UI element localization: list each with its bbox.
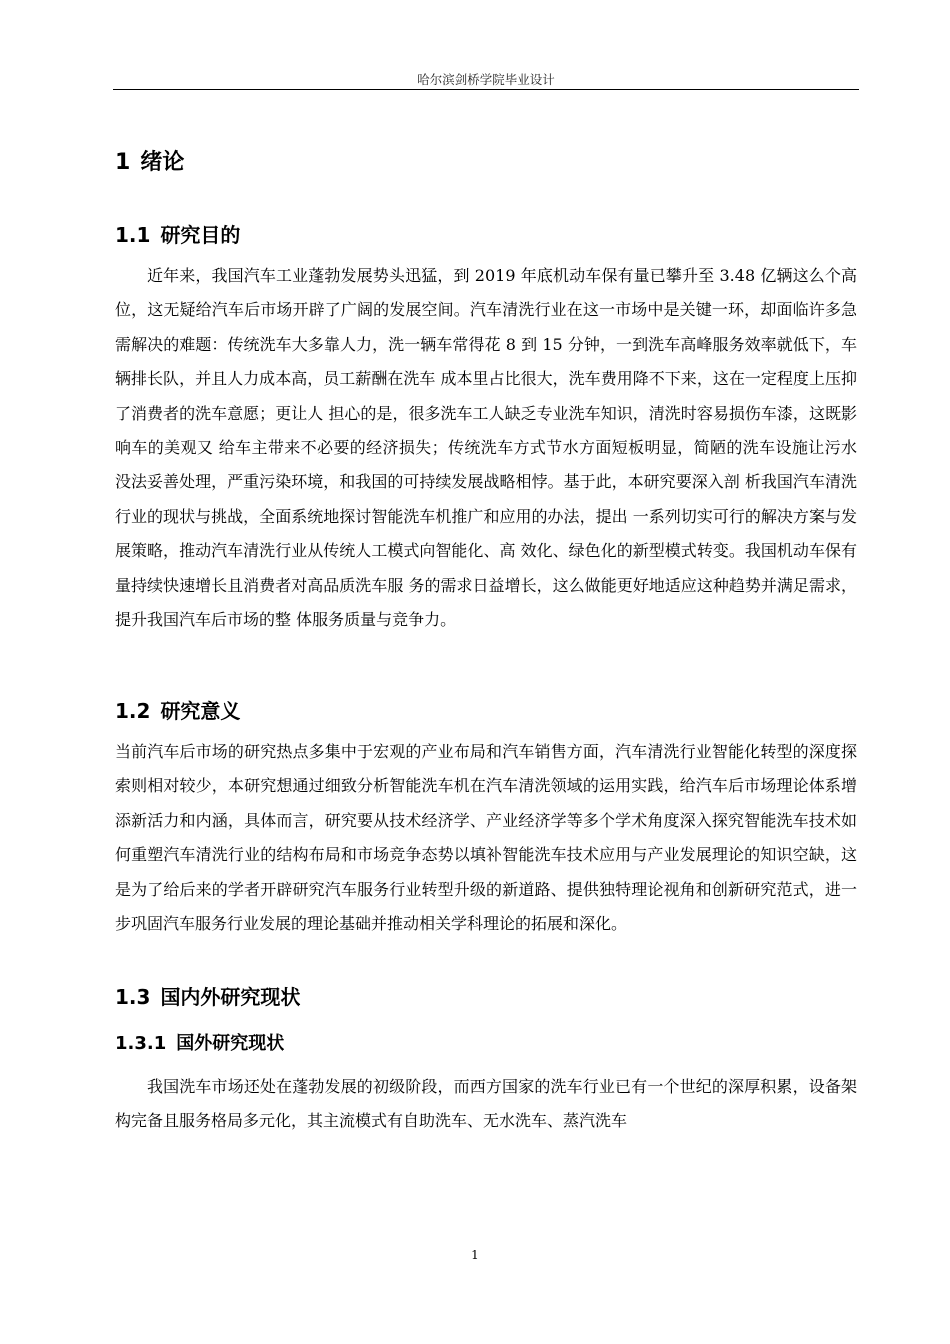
- page-number: 1: [471, 1248, 479, 1262]
- subsection-heading-1-3-1: [115, 1030, 284, 1058]
- chapter-heading: [115, 146, 184, 180]
- section-heading-1-3: [115, 982, 300, 1012]
- section-number: 1.1: [115, 223, 151, 247]
- section-title: 研究意义: [160, 699, 241, 723]
- subsection-title: 国外研究现状: [176, 1033, 285, 1054]
- paragraph-research-significance: 当前汽车后市场的研究热点多集中于宏观的产业布局和汽车销售方面，汽车清洗行业智能化转型的深度探索则相对较少，本研究想通过细致分析智能洗车机在汽车清洗领域的运用实践，给汽车后市场理论体系增添新活力和内涵，具体而言，研究要从技术经济学、产业经济学等多个学术角度深入探究智能洗车技术如何重塑汽车清洗行业的结构布局和市场竞争态势以填补智能洗车技术应用与产业发展理论的知识空缺，这是为了给后来的学者开辟研究汽车服务行业转型升级的新道路、提供独特理论视角和创新研究范式，进一步巩固汽车服务行业发展的理论基础并推动相关学科理论的拓展和深化。: [115, 742, 857, 934]
- header-divider: [113, 89, 859, 90]
- section-number: 1.2: [115, 699, 151, 723]
- paragraph-research-purpose: 近年来，我国汽车工业蓬勃发展势头迅猛，到 2019 年底机动车保有量已攀升至 3.48 亿辆这么个高位，这无疑给汽车后市场开辟了广阔的发展空间。汽车清洗行业在这一市场中是关键一环，却面临许多急需解决的难题：传统洗车大多靠人力，洗一辆车常得花 8 到 15 分钟，一到洗车高峰服务效率就低下，车辆排长队，并且人力成本高，员工薪酬在洗车 成本里占比很大，洗车费用降不下来，这在一定程度上压抑了消费者的洗车意愿；更让人 担心的是，很多洗车工人缺乏专业洗车知识，清洗时容易损伤车漆，这既影响车的美观又 给车主带来不必要的经济损失；传统洗车方式节水方面短板明显，简陋的洗车设施让污水 没法妥善处理，严重污染环境，和我国的可持续发展战略相悖。基于此，本研究要深入剖 析我国汽车清洗行业的现状与挑战，全面系统地探讨智能洗车机推广和应用的办法，提出 一系列切实可行的解决方案与发展策略，推动汽车清洗行业从传统人工模式向智能化、高 效化、绿色化的新型模式转变。我国机动车保有量持续快速增长且消费者对高品质洗车服 务的需求日益增长，这么做能更好地适应这种趋势并满足需求，提升我国汽车后市场的整 体服务质量与竞争力。: [115, 266, 857, 630]
- section-number: 1.3: [115, 985, 151, 1009]
- section-title: 研究目的: [160, 223, 241, 247]
- section-title: 国内外研究现状: [160, 985, 301, 1009]
- chapter-number: 1: [115, 150, 131, 175]
- chapter-title: 绪论: [140, 150, 185, 175]
- paragraph-foreign-research: 我国洗车市场还处在蓬勃发展的初级阶段，而西方国家的洗车行业已有一个世纪的深厚积累，设备架构完备且服务格局多元化，其主流模式有自助洗车、无水洗车、蒸汽洗车: [115, 1077, 857, 1131]
- section-heading-1-2: [115, 696, 240, 726]
- subsection-number: 1.3.1: [115, 1033, 167, 1054]
- section-heading-1-1: [115, 220, 240, 250]
- page-header: 哈尔滨剑桥学院毕业设计: [417, 72, 555, 87]
